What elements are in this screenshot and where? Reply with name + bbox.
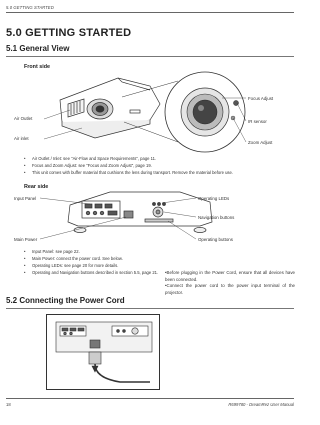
rear-bullet: • Main Power: connect the power cord. See below. [24,256,123,261]
rear-bullet: • Operating LEDs: see page 20 for more details. [24,263,119,268]
label-navigation-buttons: Navigation buttons [198,215,235,220]
front-bullet: • Air Outlet / Inlet: see "Air-Flow and Space Requirements", page 11. [24,156,157,161]
front-side-title: Front side [24,64,51,70]
front-bullet: • This unit comes with buffer material that cushions the lens during transport. Remove the material before use. [24,170,234,175]
label-air-inlet: Air inlet [14,136,29,141]
label-main-power: Main Power [14,237,38,242]
footer-rule [6,398,294,399]
rear-bullet: • Operating and Navigation buttons described in section 5.5, page 21. [24,270,159,275]
section-5-1-title: 5.1 General View [6,44,70,53]
section-5-2-title: 5.2 Connecting the Power Cord [6,296,125,305]
section-5-2-notes [165,270,295,296]
rear-bullet: • Input Panel: see page 22. [24,249,80,254]
label-air-outlet: Air Outlet [14,116,33,121]
section-5-2-bullet: •Connect the power cord to the power input terminal of the projector. [165,283,295,295]
label-operating-leds: Operating LEDs [198,196,230,201]
label-operating-buttons: Operating buttons [198,237,233,242]
label-input-panel: Input Panel [14,196,37,201]
label-ir-sensor: IR sensor [248,119,267,124]
rear-side-title: Rear side [24,184,49,190]
footer-page-number: 18 [6,402,11,407]
label-focus-adjust: Focus Adjust [248,96,274,101]
front-bullet: • Focus and Zoom Adjust: see "Focus and Zoom Adjust", page 19. [24,163,152,168]
footer-manual-title: R699780 - DreamRez User Manual [228,402,294,407]
section-5-2-bullet: •Before plugging in the Power Cord, ensure that all devices have been connected. [165,270,295,282]
running-header: 5.0 GETTING STARTED [6,5,54,10]
chapter-title: 5.0 GETTING STARTED [6,27,132,39]
label-zoom-adjust: Zoom Adjust [248,140,273,145]
